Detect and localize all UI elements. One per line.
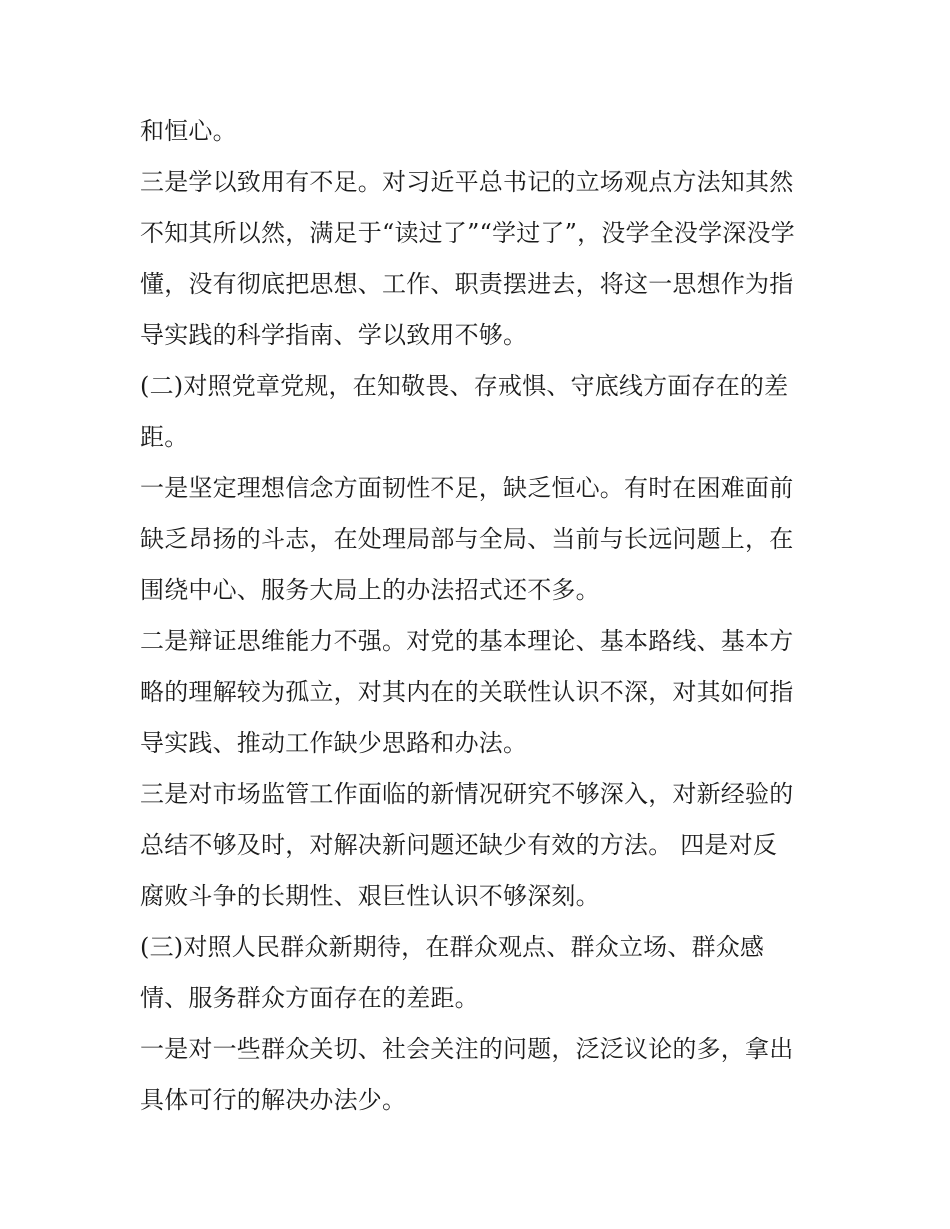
- text-line: 三是对市场监管工作面临的新情况研究不够深入，对新经验的: [140, 780, 794, 808]
- text-line: 导实践、推动工作缺少思路和办法。: [140, 729, 528, 757]
- text-line: 三是学以致用有不足。对习近平总书记的立场观点方法知其然: [140, 168, 794, 196]
- text-line: 围绕中心、服务大局上的办法招式还不多。: [140, 576, 600, 604]
- section-heading-line: (二)对照党章党规，在知敬畏、存戒惧、守底线方面存在的差: [140, 372, 789, 400]
- section-heading-line: (三)对照人民群众新期待，在群众观点、群众立场、群众感: [140, 933, 765, 961]
- text-line: 懂，没有彻底把思想、工作、职责摆进去，将这一思想作为指: [140, 270, 794, 298]
- document-body: [140, 106, 820, 1126]
- text-line: 总结不够及时，对解决新问题还缺少有效的方法。 四是对反: [140, 831, 778, 859]
- text-line: 具体可行的解决办法少。: [140, 1086, 407, 1114]
- text-line: 一是坚定理想信念方面韧性不足，缺乏恒心。有时在困难面前: [140, 474, 794, 502]
- text-line: 略的理解较为孤立，对其内在的关联性认识不深，对其如何指: [140, 678, 794, 706]
- text-line: 不知其所以然，满足于“读过了”“学过了”，没学全没学深没学: [140, 219, 795, 247]
- text-line: 和恒心。: [140, 117, 237, 145]
- section-heading-line: 距。: [140, 423, 189, 451]
- text-line: 二是辩证思维能力不强。对党的基本理论、基本路线、基本方: [140, 627, 794, 655]
- text-line: 一是对一些群众关切、社会关注的问题，泛泛议论的多，拿出: [140, 1035, 794, 1063]
- text-line: 缺乏昂扬的斗志，在处理局部与全局、当前与长远问题上，在: [140, 525, 794, 553]
- section-heading-line: 情、服务群众方面存在的差距。: [140, 984, 479, 1012]
- text-line: 导实践的科学指南、学以致用不够。: [140, 321, 528, 349]
- text-line: 腐败斗争的长期性、艰巨性认识不够深刻。: [140, 882, 600, 910]
